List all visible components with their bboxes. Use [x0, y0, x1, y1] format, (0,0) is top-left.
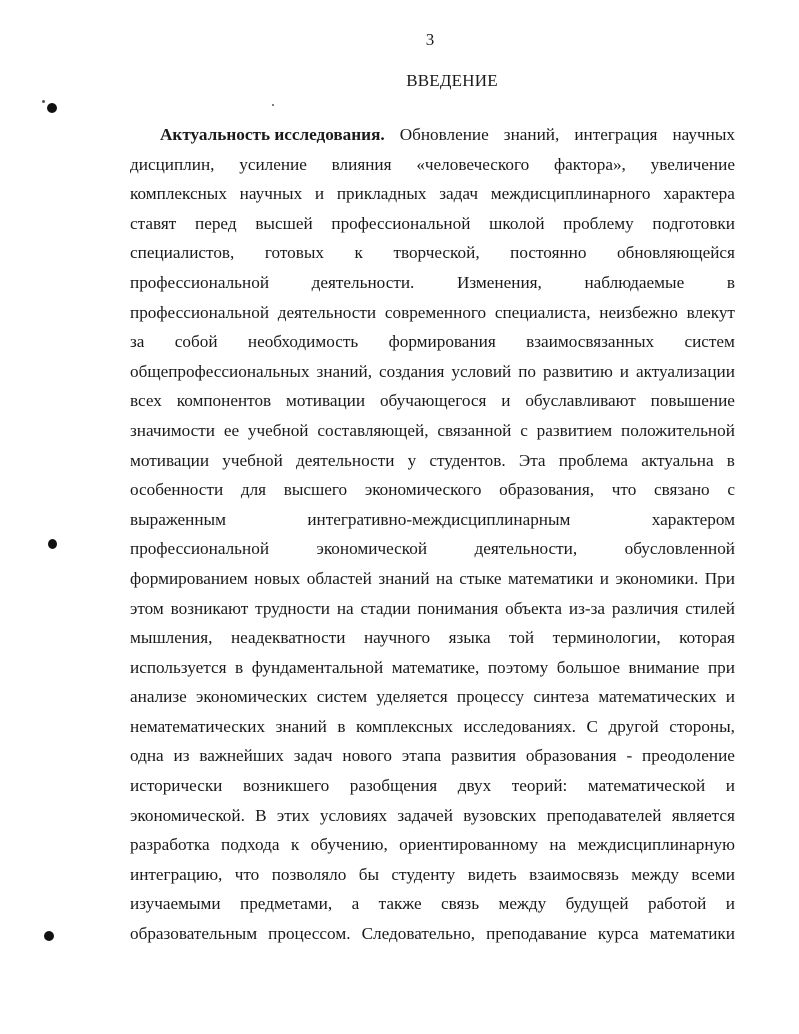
word: стороны,	[669, 716, 735, 736]
text-line	[130, 209, 735, 239]
word: студенту	[391, 864, 456, 884]
word: научного	[363, 628, 431, 648]
word: преподавание	[486, 924, 587, 944]
word: этапа	[401, 746, 442, 766]
word: профессиональной	[130, 272, 270, 292]
word: развитием	[536, 420, 613, 440]
word: общепрофессиональных	[130, 361, 310, 381]
word: прикладных	[336, 184, 427, 204]
word: этих	[276, 805, 310, 825]
word: неизбежно	[599, 302, 678, 322]
text-line	[130, 268, 735, 298]
word: между	[631, 864, 679, 884]
word: задач	[293, 746, 333, 766]
word: другой	[608, 716, 659, 736]
word: важнейших	[199, 746, 284, 766]
word: и	[501, 391, 511, 411]
word: всеми	[691, 864, 735, 884]
word: деятельности.	[311, 272, 415, 292]
word: и	[619, 361, 629, 381]
word: позволяло	[271, 864, 347, 884]
word: у	[407, 450, 417, 470]
word: одна	[130, 746, 164, 766]
word: взаимосвязанных	[526, 332, 655, 352]
word: теорий:	[511, 776, 568, 796]
word: исследованиях.	[463, 716, 576, 736]
word: условиях	[319, 805, 388, 825]
word: по	[518, 361, 536, 381]
word: деятельности	[277, 302, 377, 322]
word: собой	[174, 332, 218, 352]
word: преодоление	[642, 746, 735, 766]
word: взаимосвязь	[529, 864, 619, 884]
word: обучению,	[310, 835, 388, 855]
word: перед	[195, 213, 237, 233]
word: фундаментальной	[251, 657, 384, 677]
word: процессу	[456, 687, 525, 707]
word: профессиональной	[331, 213, 471, 233]
word: и	[599, 568, 609, 588]
word: учебной	[247, 420, 309, 440]
text-line	[130, 357, 735, 387]
word: С	[586, 716, 598, 736]
word: ее	[223, 420, 240, 440]
word: на	[549, 835, 567, 855]
word: которая	[679, 628, 735, 648]
word: математике,	[391, 657, 480, 677]
word: предметами,	[240, 894, 333, 914]
word: дисциплин,	[130, 154, 215, 174]
word: ставят	[130, 213, 177, 233]
word: синтеза	[533, 687, 590, 707]
body-paragraph	[130, 120, 735, 949]
text-line	[130, 653, 735, 683]
word: компонентов	[176, 391, 272, 411]
word: связанной	[437, 420, 512, 440]
word: неадекватности	[230, 628, 346, 648]
word: возникают	[170, 598, 249, 618]
word: анализе	[130, 687, 187, 707]
text-line	[130, 179, 735, 209]
word: особенности	[130, 480, 224, 500]
word: изучаемыми	[130, 894, 221, 914]
word: новых	[254, 568, 301, 588]
word: Эта	[518, 450, 546, 470]
word: интеграцию,	[130, 864, 223, 884]
word: знаний	[275, 716, 327, 736]
word: актуализации	[635, 361, 735, 381]
word: объекта	[505, 598, 563, 618]
word: с	[727, 480, 735, 500]
word: выраженным	[130, 509, 226, 529]
word: терминологии,	[552, 628, 661, 648]
word: связь	[440, 894, 480, 914]
word: нематематических	[130, 716, 266, 736]
text-line	[130, 386, 735, 416]
scan-speck	[272, 104, 274, 106]
word: между	[498, 894, 547, 914]
word: исторически	[130, 776, 223, 796]
text-line	[130, 238, 735, 268]
word: связано	[654, 480, 710, 500]
word: условий	[451, 361, 512, 381]
word: в	[726, 272, 735, 292]
word: также	[378, 894, 422, 914]
word: задачей	[397, 805, 453, 825]
word: значимости	[130, 420, 216, 440]
word: из	[173, 746, 190, 766]
word: обуславливают	[525, 391, 636, 411]
word: большое	[556, 657, 620, 677]
word: образовательным	[130, 924, 258, 944]
word: математики	[649, 924, 735, 944]
word: языка	[448, 628, 491, 648]
word: задач	[439, 184, 478, 204]
word: междисциплинарную	[577, 835, 735, 855]
word: влияния	[331, 154, 392, 174]
word: знаний	[378, 568, 430, 588]
text-line	[130, 771, 735, 801]
word: обучающегося	[379, 391, 487, 411]
word: из-за	[568, 598, 606, 618]
word: необходимость	[247, 332, 359, 352]
word: систем	[316, 687, 368, 707]
word: специалистов,	[130, 243, 235, 263]
word: возникшего	[242, 776, 330, 796]
word: высшего	[283, 480, 348, 500]
text-line	[130, 120, 735, 150]
word: развитию	[542, 361, 613, 381]
word: экономики.	[615, 568, 699, 588]
word: различия	[611, 598, 679, 618]
word: междисциплинарного	[490, 184, 651, 204]
word: студентов.	[429, 450, 506, 470]
word: образования	[525, 746, 617, 766]
word: трудности	[255, 598, 330, 618]
word: разобщения	[349, 776, 438, 796]
word: будущей	[565, 894, 629, 914]
text-line	[130, 919, 735, 949]
word: Следовательно,	[361, 924, 476, 944]
word: уделяется	[376, 687, 448, 707]
word: поэтому	[487, 657, 549, 677]
word: за	[130, 332, 145, 352]
word: В	[255, 805, 267, 825]
word: стыке	[459, 568, 502, 588]
word: нового	[342, 746, 392, 766]
word: математических	[598, 687, 717, 707]
word: этом	[130, 598, 164, 618]
text-line	[130, 682, 735, 712]
word: бы	[358, 864, 379, 884]
word: и	[725, 894, 735, 914]
word: мотивации	[130, 450, 210, 470]
word: формированием	[130, 568, 248, 588]
word: мотивации	[286, 391, 366, 411]
word: и	[725, 687, 735, 707]
text-line	[130, 298, 735, 328]
word: увеличение	[650, 154, 735, 174]
word: что	[234, 864, 260, 884]
word: является	[671, 805, 735, 825]
text-line	[130, 327, 735, 357]
word: образования,	[499, 480, 595, 500]
scan-speck	[42, 100, 45, 103]
word: подготовки	[652, 213, 735, 233]
word: курса	[597, 924, 639, 944]
binder-hole-mark	[47, 103, 57, 113]
page-number: 3	[425, 30, 435, 49]
word: в	[726, 450, 735, 470]
word: научных	[672, 125, 735, 144]
word: -	[626, 746, 633, 766]
word: к	[290, 835, 300, 855]
word: фактора»,	[553, 154, 626, 174]
word: комплексных	[130, 184, 227, 204]
word: процессом.	[268, 924, 351, 944]
word: областей	[306, 568, 372, 588]
word: знаний,	[316, 361, 373, 381]
binder-hole-mark	[44, 931, 54, 941]
word: на	[336, 598, 354, 618]
lead-phrase: Актуальность исследования.	[160, 125, 385, 144]
word: актуальна	[641, 450, 714, 470]
word: для	[240, 480, 267, 500]
word: преподавателей	[546, 805, 662, 825]
word: математики	[508, 568, 594, 588]
text-line	[130, 534, 735, 564]
word: интеграция	[574, 125, 658, 144]
text-line	[130, 416, 735, 446]
word: Обновление	[399, 125, 489, 144]
word: создания	[379, 361, 445, 381]
word: вузовских	[463, 805, 537, 825]
word: и	[314, 184, 325, 204]
word: всех	[130, 391, 162, 411]
word: ориентированному	[399, 835, 538, 855]
word: влекут	[686, 302, 735, 322]
text-line	[130, 712, 735, 742]
word: в	[337, 716, 346, 736]
text-line	[130, 505, 735, 535]
word: математической	[587, 776, 706, 796]
word: при	[707, 657, 735, 677]
word: наблюдаемые	[584, 272, 685, 292]
text-line	[130, 889, 735, 919]
word: мышления,	[130, 628, 213, 648]
word: разработка	[130, 835, 210, 855]
word: стилей	[685, 598, 735, 618]
word: в	[235, 657, 244, 677]
word: систем	[684, 332, 735, 352]
word: повышение	[650, 391, 735, 411]
text-line	[130, 446, 735, 476]
word: профессиональной	[130, 539, 270, 559]
text-line	[130, 150, 735, 180]
text-line	[130, 594, 735, 624]
word: проблему	[563, 213, 634, 233]
word: используется	[130, 657, 227, 677]
text-line	[130, 623, 735, 653]
word: что	[611, 480, 637, 500]
word: экономической	[316, 539, 428, 559]
word: усиление	[239, 154, 307, 174]
text-line	[130, 564, 735, 594]
word: работой	[647, 894, 707, 914]
word: школой	[489, 213, 545, 233]
word: видеть	[467, 864, 517, 884]
word: а	[351, 894, 360, 914]
word: и	[725, 776, 735, 796]
word: стадии	[360, 598, 411, 618]
word: экономического	[364, 480, 482, 500]
word: постоянно	[510, 243, 587, 263]
word: положительной	[621, 420, 735, 440]
word: профессиональной	[130, 302, 270, 322]
word: готовых	[264, 243, 324, 263]
word: экономических	[196, 687, 308, 707]
word: специалиста,	[494, 302, 591, 322]
word: Изменения,	[456, 272, 542, 292]
text-line	[130, 830, 735, 860]
word: подхода	[221, 835, 280, 855]
word: современного	[384, 302, 487, 322]
word: научных	[239, 184, 303, 204]
word: внимание	[628, 657, 700, 677]
text-line	[130, 801, 735, 831]
word: обновляющейся	[617, 243, 735, 263]
section-heading: ВВЕДЕНИЕ	[406, 71, 498, 90]
word: высшей	[255, 213, 313, 233]
word: «человеческого	[416, 154, 530, 174]
word: творческой,	[393, 243, 480, 263]
binder-hole-mark	[48, 539, 57, 549]
word: составляющей,	[317, 420, 429, 440]
word: деятельности	[296, 450, 395, 470]
word: комплексных	[356, 716, 453, 736]
word: развития	[451, 746, 517, 766]
word: учебной	[222, 450, 283, 470]
word: с	[520, 420, 528, 440]
word: к	[354, 243, 363, 263]
word: на	[436, 568, 453, 588]
word: той	[509, 628, 535, 648]
word: двух	[457, 776, 492, 796]
word: формирования	[388, 332, 496, 352]
word: обусловленной	[624, 539, 735, 559]
word: При	[704, 568, 735, 588]
word: интегративно-междисциплинарным	[307, 509, 571, 529]
word: характером	[651, 509, 735, 529]
text-line	[130, 475, 735, 505]
word: проблема	[558, 450, 629, 470]
word: экономической.	[130, 805, 245, 825]
word: деятельности,	[474, 539, 578, 559]
word: понимания	[417, 598, 499, 618]
text-line	[130, 741, 735, 771]
word: знаний,	[503, 125, 560, 144]
text-line	[130, 860, 735, 890]
word: характера	[663, 184, 735, 204]
